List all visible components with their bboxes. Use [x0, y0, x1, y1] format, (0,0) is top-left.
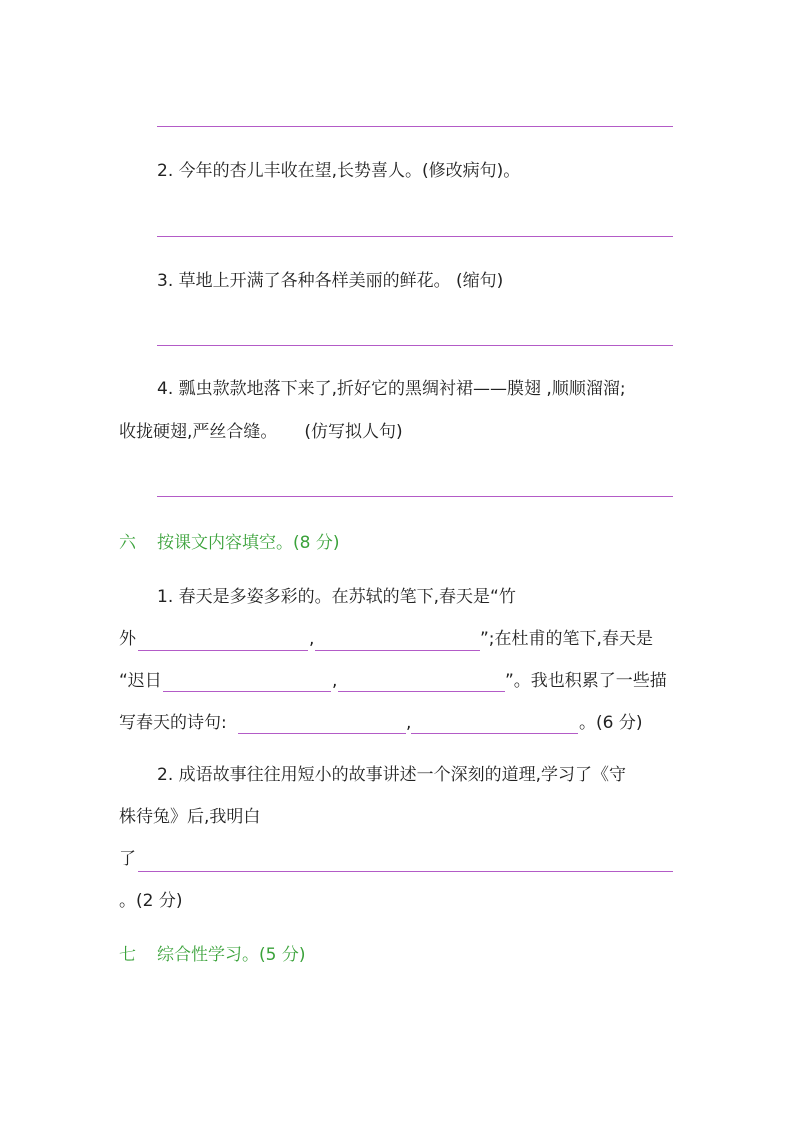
comma-1: ,	[309, 629, 315, 649]
question-4-line-2: 收拢硬翅,严丝合缝。 (仿写拟人句)	[119, 422, 403, 442]
question-4-line-1: 4. 瓢虫款款地落下来了,折好它的黑绸衬裙——膜翅 ,顺顺溜溜;	[157, 379, 626, 399]
blank-4[interactable]	[338, 691, 505, 692]
section-6-item-1-line-4-start: 写春天的诗句:	[119, 713, 227, 733]
blank-7[interactable]	[138, 871, 673, 872]
question-3: 3. 草地上开满了各种各样美丽的鲜花。 (缩句)	[157, 271, 504, 291]
answer-line-3[interactable]	[157, 345, 673, 346]
comma-2: ,	[332, 671, 338, 691]
section-6-item-1-line-1: 1. 春天是多姿多彩的。在苏轼的笔下,春天是“竹	[157, 587, 516, 607]
section-6-item-2-line-1: 2. 成语故事往往用短小的故事讲述一个深刻的道理,学习了《守	[157, 765, 627, 785]
section-6-number: 六	[119, 533, 136, 553]
blank-2[interactable]	[315, 650, 480, 651]
section-7-number: 七	[119, 945, 136, 965]
section-6-item-2-line-4: 。(2 分)	[119, 891, 183, 911]
section-6-item-1-line-3-end: ”。我也积累了一些描	[505, 671, 667, 691]
comma-3: ,	[406, 713, 412, 733]
section-6-title: 按课文内容填空。(8 分)	[157, 533, 340, 553]
section-6-item-1-line-2-end: ”;在杜甫的笔下,春天是	[480, 629, 653, 649]
answer-line-1[interactable]	[157, 126, 673, 127]
section-7-title: 综合性学习。(5 分)	[157, 945, 306, 965]
section-6-item-2-line-3: 了	[119, 849, 136, 869]
answer-line-4[interactable]	[157, 496, 673, 497]
question-2: 2. 今年的杏儿丰收在望,长势喜人。(修改病句)。	[157, 161, 521, 181]
blank-1[interactable]	[138, 650, 308, 651]
section-6-item-1-line-2-start: 外	[119, 629, 136, 649]
section-6-item-1-line-3-start: “迟日	[119, 671, 162, 691]
section-6-item-1-line-4-end: 。(6 分)	[579, 713, 643, 733]
blank-6[interactable]	[411, 733, 578, 734]
blank-5[interactable]	[238, 733, 406, 734]
blank-3[interactable]	[163, 691, 331, 692]
section-6-item-2-line-2: 株待兔》后,我明白	[119, 807, 261, 827]
answer-line-2[interactable]	[157, 236, 673, 237]
